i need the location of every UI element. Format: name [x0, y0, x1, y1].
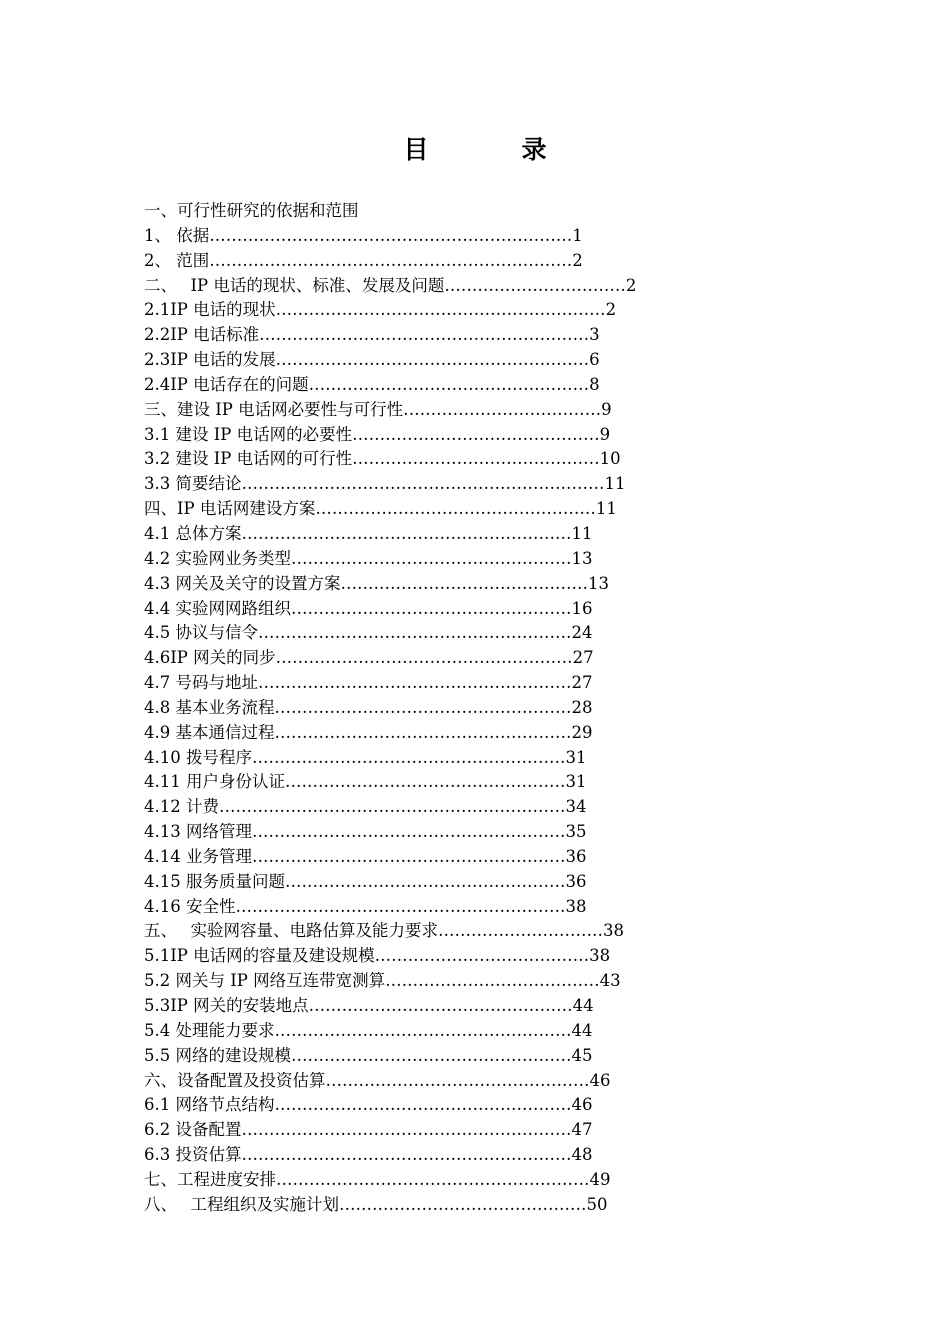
toc-entry: 2.4IP 电话存在的问题……………………………………………8 — [144, 374, 600, 394]
toc-entry: 八、 工程组织及实施计划………………………………………50 — [144, 1194, 608, 1214]
toc-entry: 3.1 建设 IP 电话网的必要性………………………………………9 — [144, 424, 611, 444]
toc-entry: 七、工程进度安排…………………………………………………49 — [144, 1169, 611, 1189]
toc-entry: 4.12 计费………………………………………………………34 — [144, 797, 587, 817]
toc-entry: 4.9 基本通信过程………………………………………………29 — [144, 722, 593, 742]
toc-entry: 4.13 网络管理…………………………………………………35 — [144, 822, 587, 842]
toc-entry: 2.2IP 电话标准……………………………………………………3 — [144, 325, 600, 345]
toc-entry: 4.15 服务质量问题……………………………………………36 — [144, 871, 587, 891]
table-of-contents — [144, 199, 844, 1218]
toc-entry: 4.10 拨号程序…………………………………………………31 — [144, 747, 587, 767]
toc-entry: 4.7 号码与地址…………………………………………………27 — [144, 673, 593, 693]
toc-entry: 2.1IP 电话的现状……………………………………………………2 — [144, 300, 617, 320]
toc-entry: 4.4 实验网网路组织……………………………………………16 — [144, 598, 593, 618]
toc-entry: 4.1 总体方案……………………………………………………11 — [144, 523, 593, 543]
toc-entry: 6.1 网络节点结构………………………………………………46 — [144, 1095, 593, 1115]
toc-entry: 3.2 建设 IP 电话网的可行性………………………………………10 — [144, 449, 621, 469]
toc-entry: 4.5 协议与信令…………………………………………………24 — [144, 623, 593, 643]
toc-entry: 四、IP 电话网建设方案……………………………………………11 — [144, 499, 617, 519]
toc-title: 目 录 — [403, 135, 581, 164]
toc-entry: 2、 范围…………………………………………………………2 — [144, 250, 583, 270]
toc-entry: 6.2 设备配置……………………………………………………47 — [144, 1120, 593, 1140]
toc-entry: 1、 依据…………………………………………………………1 — [144, 225, 583, 245]
toc-entry: 五、 实验网容量、电路估算及能力要求…………………………38 — [144, 921, 624, 941]
toc-entry: 5.3IP 网关的安装地点…………………………………………44 — [144, 996, 594, 1015]
toc-entry: 5.2 网关与 IP 网络互连带宽测算…………………………………43 — [144, 971, 621, 991]
toc-entry: 二、 IP 电话的现状、标准、发展及问题……………………………2 — [144, 275, 637, 295]
toc-entry: 4.11 用户身份认证……………………………………………31 — [144, 772, 587, 792]
toc-entry: 4.2 实验网业务类型……………………………………………13 — [144, 548, 593, 568]
toc-entry: 6.3 投资估算……………………………………………………48 — [144, 1145, 593, 1165]
toc-entry: 4.3 网关及关守的设置方案………………………………………13 — [144, 573, 609, 593]
toc-entry: 3.3 简要结论…………………………………………………………11 — [144, 474, 626, 494]
toc-entry: 4.8 基本业务流程………………………………………………28 — [144, 697, 593, 717]
toc-entry: 4.14 业务管理…………………………………………………36 — [144, 846, 587, 866]
toc-entry: 4.16 安全性……………………………………………………38 — [144, 896, 587, 916]
toc-entry: 5.4 处理能力要求………………………………………………44 — [144, 1020, 593, 1040]
toc-entry: 六、设备配置及投资估算…………………………………………46 — [144, 1070, 611, 1090]
toc-entry: 4.6IP 网关的同步………………………………………………27 — [144, 648, 594, 668]
toc-entry: 一、可行性研究的依据和范围 — [144, 201, 359, 220]
toc-entry: 2.3IP 电话的发展…………………………………………………6 — [144, 350, 600, 370]
toc-entry: 5.5 网络的建设规模……………………………………………45 — [144, 1045, 593, 1065]
toc-entry: 三、建设 IP 电话网必要性与可行性………………………………9 — [144, 399, 612, 419]
toc-entry: 5.1IP 电话网的容量及建设规模…………………………………38 — [144, 946, 611, 966]
